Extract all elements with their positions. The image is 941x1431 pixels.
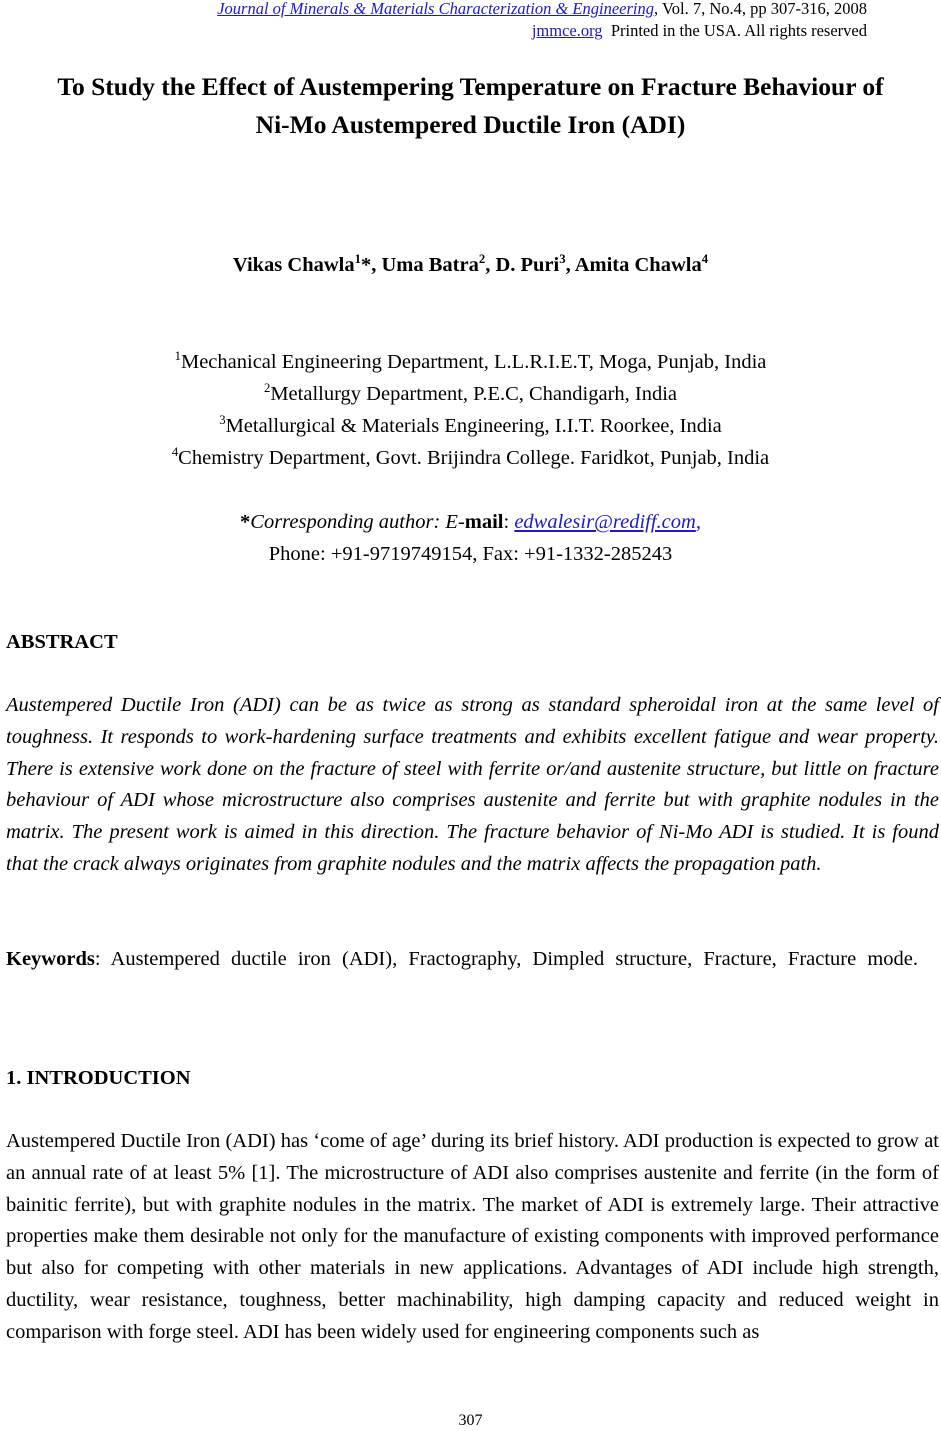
- site-link[interactable]: jmmce.org: [531, 21, 603, 40]
- title-line: Ni-Mo Austempered Ductile Iron (ADI): [255, 110, 686, 139]
- keywords-paragraph: [6, 944, 939, 976]
- affiliation-mark: 1: [174, 349, 181, 364]
- affiliation-line: [0, 378, 941, 410]
- author-list: [0, 250, 941, 280]
- affiliation-mark: 4: [171, 445, 179, 460]
- author-affiliation-mark: 2: [478, 252, 486, 267]
- journal-header-line: [217, 0, 867, 18]
- affiliation-line: [0, 442, 941, 474]
- author-name: Amita Chawla: [574, 254, 702, 276]
- corresponding-author-block: [0, 506, 941, 570]
- affiliation-line: [0, 346, 941, 378]
- journal-link[interactable]: Journal of Minerals & Materials Characterization & Engineering: [217, 0, 654, 18]
- corresponding-star: *: [240, 511, 251, 533]
- affiliation-mark: 2: [263, 381, 271, 396]
- email-colon: :: [503, 511, 515, 533]
- author-separator: *,: [360, 254, 382, 276]
- author-affiliation-mark: 4: [701, 252, 709, 267]
- mail-word: mail: [464, 511, 504, 533]
- keywords-text: : Austempered ductile iron (ADI), Fractography, Dimpled structure, Fracture, Fracture mode.: [94, 948, 919, 970]
- affiliation-text: Metallurgy Department, P.E.C, Chandigarh, India: [270, 383, 678, 405]
- affiliation-text: Chemistry Department, Govt. Brijindra College. Faridkot, Punjab, India: [178, 447, 770, 469]
- affiliation-text: Metallurgical & Materials Engineering, I.I.T. Roorkee, India: [225, 415, 722, 437]
- abstract-text: Austempered Ductile Iron (ADI) can be as twice as strong as standard spheroidal iron at the same level of toughness. It responds to work-hardening surface treatments and exhibits excellent fatigue and wear property. There is extensive work done on the fracture of steel with ferrite or/and austenite structure, but little on fracture behaviour of ADI whose microstructure also comprises austenite and ferrite but with graphite nodules in the matrix. The present work is aimed in this direction. The fracture behavior of Ni-Mo ADI is studied. It is found that the crack always originates from graphite nodules and the matrix affects the propagation path.: [6, 694, 939, 875]
- author-separator: ,: [565, 254, 575, 276]
- author-separator: ,: [485, 254, 496, 276]
- rights-header-line: [532, 21, 867, 40]
- author-affiliation-mark: 3: [559, 252, 566, 267]
- affiliation-line: [0, 410, 941, 442]
- paper-title: [0, 68, 941, 144]
- corresponding-email-line: [0, 506, 941, 538]
- rights-text: Printed in the USA. All rights reserved: [610, 21, 867, 40]
- keywords-label: Keywords: [6, 948, 95, 970]
- page-number: 307: [458, 1412, 483, 1429]
- journal-issue-info: , Vol. 7, No.4, pp 307-316, 2008: [654, 0, 867, 18]
- email-link[interactable]: edwalesir@rediff.com: [514, 511, 696, 533]
- affiliation-mark: 3: [219, 413, 226, 428]
- title-line: To Study the Effect of Austempering Temperature on Fracture Behaviour of: [57, 72, 884, 101]
- author-affiliation-mark: 1: [354, 252, 361, 267]
- corresponding-label: Corresponding author: E-: [250, 511, 465, 533]
- introduction-heading: 1. INTRODUCTION: [6, 1067, 191, 1089]
- email-comma: ,: [695, 511, 701, 533]
- author-name: Uma Batra: [381, 254, 479, 276]
- affiliation-list: [0, 346, 941, 474]
- phone-fax-line: Phone: +91-9719749154, Fax: +91-1332-285243: [268, 543, 673, 565]
- abstract-heading: ABSTRACT: [6, 631, 118, 653]
- author-name: Vikas Chawla: [232, 254, 355, 276]
- affiliation-text: Mechanical Engineering Department, L.L.R.I.E.T, Moga, Punjab, India: [180, 351, 767, 373]
- author-name: D. Puri: [495, 254, 560, 276]
- introduction-text: Austempered Ductile Iron (ADI) has ‘come of age’ during its brief history. ADI production is expected to grow at an annual rate of at least 5% [1]. The microstructure of ADI also comprises austenite and ferrite (in the form of bainitic ferrite), but with graphite nodules in the matrix. The market of ADI is extremely large. Their attractive properties make them desirable not only for the manufacture of existing components with improved performance but also for competing with other materials in new applications. Advantages of ADI include high strength, ductility, wear resistance, toughness, better machinability, high damping capacity and reduced weight in comparison with forge steel. ADI has been widely used for engineering components such as: [6, 1130, 939, 1343]
